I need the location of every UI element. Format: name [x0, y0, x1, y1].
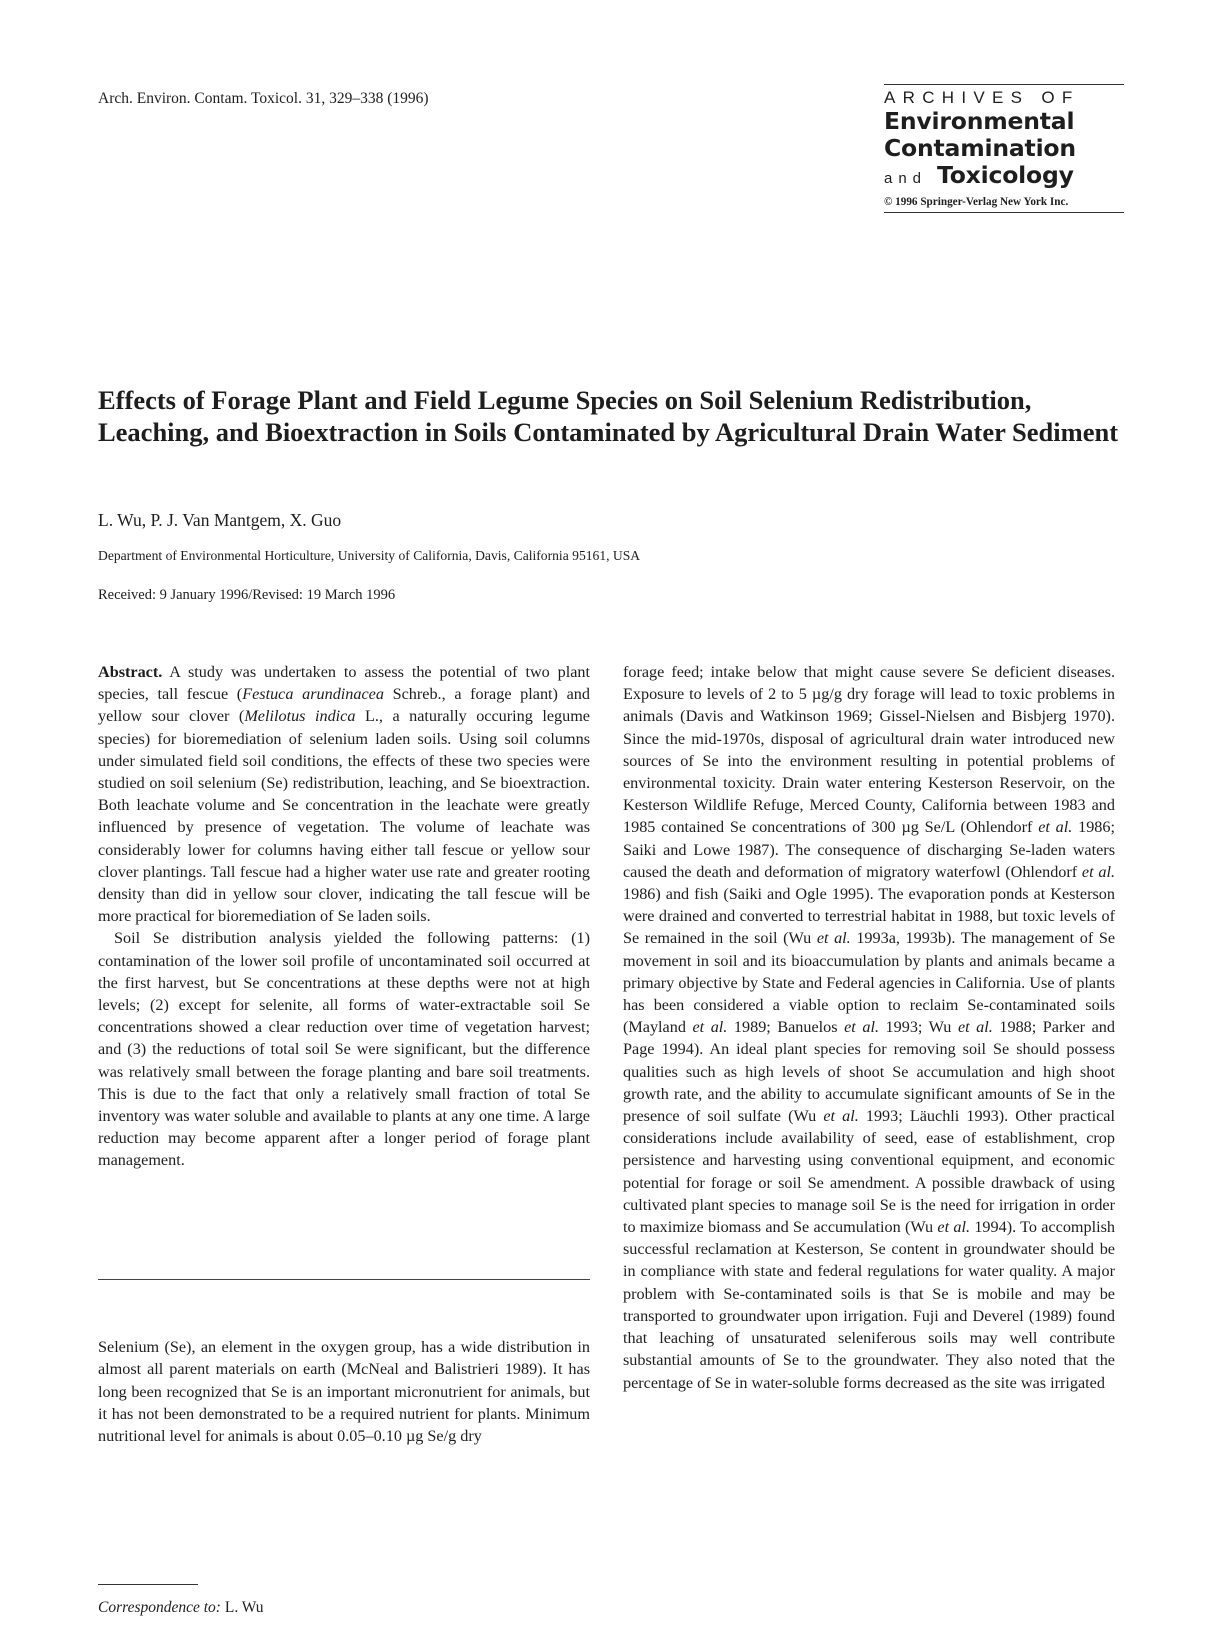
- et-al: et al.: [816, 929, 851, 948]
- author-affiliation: Department of Environmental Horticulture, University of California, Davis, California 95161, USA: [98, 548, 641, 563]
- body-text: 1989; Banuelos: [727, 1018, 845, 1037]
- species-name: Melilotus indica: [244, 707, 356, 726]
- journal-name-and-row: [884, 162, 1124, 192]
- journal-name-and: and: [884, 170, 928, 187]
- abstract-text: L., a naturally occuring legume species) for bioremediation of selenium laden soils. Using soil columns under simulated field soil conditions, the effects of these two species were studied on soil selenium (Se) redistribution, leaching, and Se bioextraction. Both leachate volume and Se concentration in the leachate were greatly influenced by presence of vegetation. The volume of leachate was considerably lower for columns having either tall fescue or yellow sour clover plantings. Tall fescue had a higher water use rate and greater rooting density than did in yellow sour clover, indicating the tall fescue will be more practical for bioremediation of Se laden soils.: [98, 707, 590, 926]
- logo-top-rule: [884, 84, 1124, 85]
- journal-copyright: © 1996 Springer-Verlag New York Inc.: [884, 196, 1069, 208]
- journal-logo: [884, 84, 1124, 213]
- abstract-paragraph-2: Soil Se distribution analysis yielded the following patterns: (1) contamination of the lower soil profile of uncontaminated soil occurred at the first harvest, but Se concentrations at these depths were not at high levels; (2) except for selenite, all forms of water-extractable soil Se concentrations showed a clear reduction over time of vegetation harvest; and (3) the reductions of total soil Se were significant, but the difference was relatively small between the forage planting and bare soil treatments. This is due to the fact that only a relatively small fraction of total Se inventory was water soluble and available to plants at any one time. A large reduction may become apparent after a longer period of forage plant management.: [98, 929, 590, 1170]
- abstract-heading: Abstract.: [98, 663, 163, 681]
- species-name: Festuca arundinacea: [242, 685, 384, 704]
- correspondence-label: Correspondence to:: [98, 1599, 221, 1616]
- logo-bottom-rule: [884, 212, 1124, 213]
- introduction-continued: [623, 661, 1115, 1394]
- journal-name-environmental: Environmental: [884, 107, 1075, 135]
- et-al: et al.: [844, 1018, 879, 1037]
- et-al: et al.: [1038, 818, 1073, 837]
- abstract-column: [98, 661, 590, 1172]
- body-text: 1988; Parker and Page 1994). An ideal plant species for removing soil Se should possess qualities such as high levels of shoot Se accumulation and high shoot growth rate, and the ability to accumulate significant amounts of Se in the presence of soil sulfate (Wu: [623, 1018, 1115, 1126]
- article-authors: L. Wu, P. J. Van Mantgem, X. Guo: [98, 510, 342, 530]
- correspondence-note: [98, 1599, 264, 1617]
- abstract-text: A study was undertaken to assess the potential of two plant species, tall fescue (: [98, 663, 590, 704]
- correspondence-name: L. Wu: [220, 1599, 264, 1616]
- body-text: 1993a, 1993b). The management of Se movement in soil and its bioaccumulation by plants and animals became a primary objective by State and Federal agencies in California. Use of plants has been considered a viable option to reclaim Se-contaminated soils (Mayland: [623, 929, 1116, 1037]
- journal-citation: Arch. Environ. Contam. Toxicol. 31, 329–338 (1996): [98, 90, 429, 107]
- received-dates: Received: 9 January 1996/Revised: 19 March 1996: [98, 587, 396, 603]
- abstract-paragraph-1: [98, 661, 590, 927]
- body-text: forage feed; intake below that might cause severe Se deficient diseases. Exposure to levels of 2 to 5 µg/g dry forage will lead to toxic problems in animals (Davis and Watkinson 1969; Gissel-Nielsen and Bisbjerg 1970). Since the mid-1970s, disposal of agricultural drain water introduced new sources of Se into the environment resulting in potential problems of environmental toxicity. Drain water entering Kesterson Reservoir, on the Kesterson Wildlife Refuge, Merced County, California between 1983 and 1985 contained Se concentrations of 300 µg Se/L (Ohlendorf: [623, 663, 1115, 837]
- journal-name-archives: ARCHIVES OF: [884, 88, 1080, 107]
- body-text: 1986) and fish (Saiki and Ogle 1995). The evaporation ponds at Kesterson were drained and converted to terrestrial habitat in 1988, but toxic levels of Se remained in the soil (Wu: [623, 885, 1115, 948]
- article-title: Effects of Forage Plant and Field Legume Species on Soil Selenium Redistribution, Leaching, and Bioextraction in Soils Contaminated by Agricultural Drain Water Sediment: [98, 385, 1119, 447]
- et-al: et al.: [937, 1218, 971, 1237]
- right-column: [623, 661, 1115, 1394]
- body-text: 1986; Saiki and Lowe 1987). The consequence of discharging Se-laden waters caused the death and deformation of migratory waterfowl (Ohlendorf: [623, 818, 1115, 881]
- abstract-text: Schreb., a forage plant) and yellow sour clover (: [98, 685, 590, 726]
- footnote-rule: [98, 1584, 198, 1585]
- et-al: et al.: [957, 1018, 993, 1037]
- et-al: et al.: [823, 1107, 859, 1126]
- et-al: et al.: [1081, 862, 1115, 881]
- journal-name-toxicology: Toxicology: [937, 161, 1074, 189]
- introduction-paragraph: Selenium (Se), an element in the oxygen group, has a wide distribution in almost all parent materials on earth (McNeal and Balistrieri 1989). It has long been recognized that Se is an important micronutrient for animals, but it has not been demonstrated to be a required nutrient for plants. Minimum nutritional level for animals is about 0.05–0.10 µg Se/g dry: [98, 1338, 590, 1445]
- body-text: 1993; Wu: [879, 1018, 958, 1037]
- abstract-separator: [98, 1279, 590, 1280]
- et-al: et al.: [692, 1018, 728, 1037]
- body-text: 1994). To accomplish successful reclamation at Kesterson, Se content in groundwater should be in compliance with state and federal regulations for water quality. A major problem with Se-contaminated soils is that Se is mobile and may be transported to groundwater upon irrigation. Fuji and Deverel (1989) found that leaching of unsaturated seleniferous soils may well contribute substantial amounts of Se to the groundwater. They also noted that the percentage of Se in water-soluble forms decreased as the site was irrigated: [623, 1218, 1116, 1392]
- body-text: 1993; Läuchli 1993). Other practical considerations include availability of seed, ease of establishment, crop persistence and harvesting using conventional equipment, and economic potential for forage or soil Se amendment. A possible drawback of using cultivated plant species to manage soil Se is the need for irrigation in order to maximize biomass and Se accumulation (Wu: [623, 1107, 1115, 1237]
- journal-name-contamination: Contamination: [884, 134, 1076, 162]
